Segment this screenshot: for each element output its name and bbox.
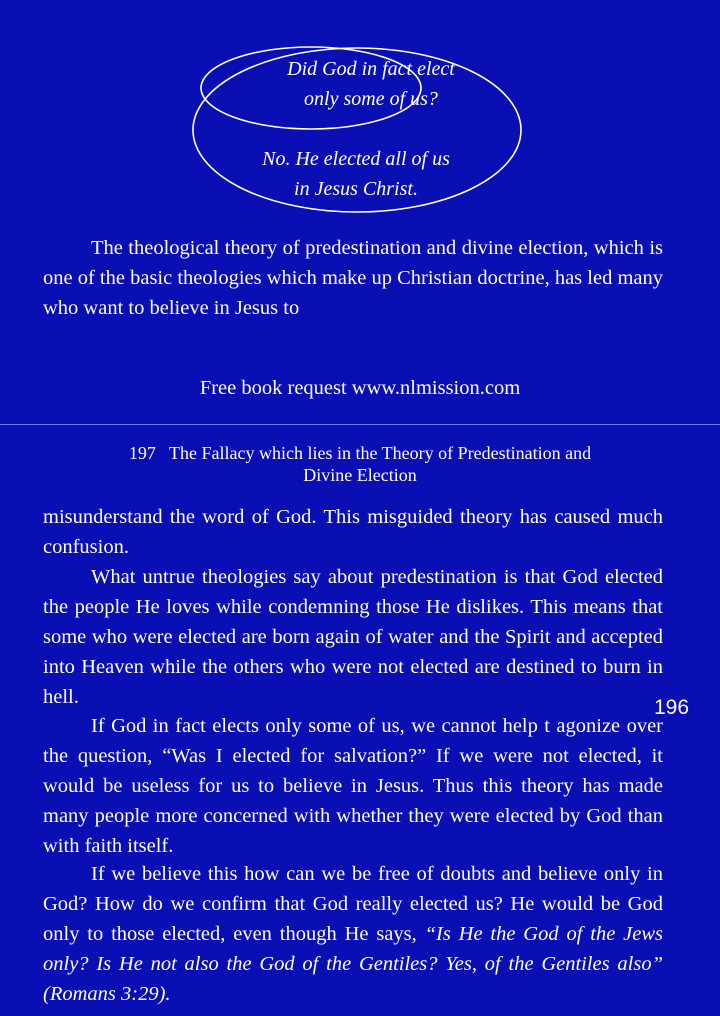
- running-head-line1: 197 The Fallacy which lies in the Theory of Predestination and: [128, 443, 592, 463]
- callout-question-line2: only some of us?: [304, 88, 438, 110]
- body-paragraph-1: misunderstand the word of God. This misguided theory has caused much confusion.: [43, 506, 663, 558]
- cut-off-next-line: [90, 1008, 660, 1016]
- running-head: [60, 442, 660, 486]
- page-number-badge: 196: [654, 696, 690, 719]
- callout-answer-line1: No. He elected all of us: [262, 148, 450, 170]
- top-paragraph: The theological theory of predestination and divine election, which is one of the basic theologies which make up Christian doctrine, has led many who want to believe in Jesus to: [43, 237, 663, 319]
- body-paragraph-4: [43, 859, 663, 1009]
- scripture-quote: “Is He the God of the Jews only? Is He not also the God of the Gentiles? Yes, of the Gentiles also” (Romans 3:29).: [43, 923, 664, 1005]
- running-head-line2: Divine Election: [303, 465, 417, 485]
- body-paragraph-4-text: If we believe this how can we be free of doubts and believe only in God? How do we confirm that God really elected us? He would be God only to those elected, even though He says,: [43, 863, 663, 945]
- callout-question: [241, 54, 501, 114]
- callout-ovals: [185, 40, 530, 215]
- callout-answer-line2: in Jesus Christ.: [294, 178, 418, 200]
- callout-answer: [226, 144, 486, 204]
- body-paragraph-2: What untrue theologies say about predestination is that God elected the people He loves while condemning those He dislikes. This means that some who were elected are born again of water and the Spirit and accepted into Heaven while the others who were not elected are destined to burn in hell.: [43, 566, 663, 708]
- callout-question-line1: Did God in fact elect: [287, 58, 455, 80]
- body-paragraph-3: If God in fact elects only some of us, we cannot help t agonize over the question, “Was I elected for salvation?” If we were not elected, it would be useless for us to believe in Jesus. Thus this theory has made many people more concerned with whether they were elected by God than with faith itself.: [43, 715, 663, 857]
- free-book-link-text[interactable]: Free book request www.nlmission.com: [199, 377, 521, 399]
- page-divider: [0, 424, 720, 425]
